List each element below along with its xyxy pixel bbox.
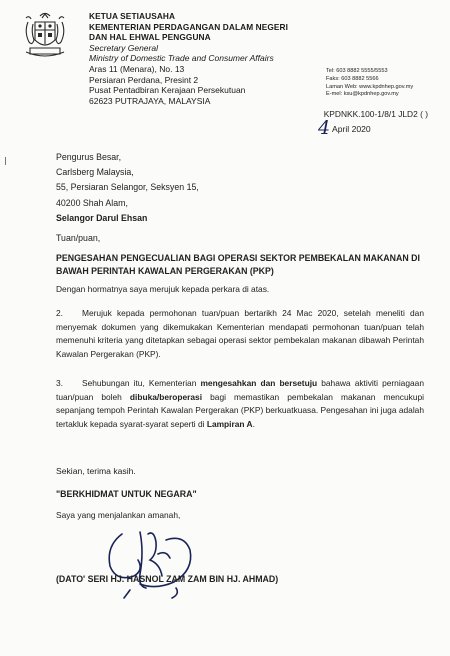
paragraph-1: Dengan hormatnya saya merujuk kepada perkara di atas.: [56, 284, 270, 294]
malaysia-coat-of-arms-icon: [20, 10, 70, 62]
contact-email: E-mel: ksu@kpdnhep.gov.my: [326, 91, 399, 98]
paragraph-3-text-c: bahawa aktiviti perniagaan tuan/puan boleh: [56, 378, 424, 402]
header-line-7: Persiaran Perdana, Presint 2: [89, 74, 199, 85]
paragraph-3-text-g: .: [252, 418, 255, 429]
header-line-8: Pusat Pentadbiran Kerajaan Persekutuan: [89, 85, 246, 96]
paragraph-3-text-e: bagi memastikan pembekalan makanan mencukupi sepanjang tempoh Perintah Kawalan Pergerakan (PKP) berkuatkuasa. Pengesahan ini juga adalah tertakluk kepada syarat-syarat seperti di: [56, 391, 424, 429]
paragraph-3-text-a: Sehubungan itu, Kementerian: [82, 378, 201, 388]
recipient-line-5: Selangor Darul Ehsan: [56, 212, 148, 223]
header-line-5: Ministry of Domestic Trade and Consumer Affairs: [89, 53, 274, 64]
header-line-9: 62623 PUTRAJAYA, MALAYSIA: [89, 95, 211, 106]
paragraph-3-bold-a: mengesahkan dan bersetuju: [200, 378, 318, 388]
date-month-year: April 2020: [332, 124, 371, 134]
recipient-line-2: Carlsberg Malaysia,: [56, 167, 134, 178]
recipient-line-4: 40200 Shah Alam,: [56, 197, 128, 208]
contact-fax: Faks: 603 8882 5566: [326, 75, 379, 82]
paragraph-3-attachment: Lampiran A: [206, 418, 253, 429]
closing-amanah: Saya yang menjalankan amanah,: [56, 510, 181, 520]
header-line-3: DAN HAL EHWAL PENGGUNA: [89, 32, 211, 43]
header-line-6: Aras 11 (Menara), No. 13: [89, 63, 185, 74]
paragraph-2-number: 2.: [56, 308, 63, 318]
recipient-address: [56, 150, 199, 226]
header-line-4: Secretary General: [89, 42, 158, 53]
reference-number: KPDNKK.100-1/8/1 JLD2 ( ): [323, 109, 428, 119]
closing-thanks: Sekian, terima kasih.: [56, 466, 136, 476]
paragraph-3-bold-b: dibuka/beroperasi: [129, 391, 203, 402]
paragraph-2: [56, 307, 424, 361]
paragraph-3-number: 3.: [56, 378, 63, 388]
signatory-name: (DATO' SERI HJ. HASNOL ZAM ZAM BIN HJ. AHMAD): [56, 574, 279, 584]
closing-motto: "BERKHIDMAT UNTUK NEGARA": [56, 489, 197, 499]
margin-mark: [5, 157, 6, 165]
salutation: Tuan/puan,: [56, 233, 101, 243]
header-line-1: KETUA SETIAUSAHA: [89, 11, 176, 21]
handwritten-day: 4: [318, 117, 331, 139]
handwritten-signature: [100, 520, 210, 600]
paragraph-3: [56, 377, 424, 431]
recipient-line-3: 55, Persiaran Selangor, Seksyen 15,: [56, 182, 199, 193]
contact-web: Laman Web: www.kpdnhep.gov.my: [326, 83, 414, 90]
contact-block: [326, 68, 413, 99]
paragraph-2-text: Merujuk kepada permohonan tuan/puan bertarikh 24 Mac 2020, setelah meneliti dan menyemak dokumen yang dikemukakan Kementerian mendapati permohonan tuan/puan telah memenuhi kriteria yang ditetapkan sebagai operasi sektor pembekalan makanan dibawah Perintah Kawalan Pergerakan (PKP).: [56, 308, 424, 359]
contact-tel: Tel: 603 8882 5555/5553: [326, 68, 388, 74]
ministry-header: [89, 11, 309, 106]
letter-subject: PENGESAHAN PENGECUALIAN BAGI OPERASI SEKTOR PEMBEKALAN MAKANAN DI BAWAH PERINTAH KAWALAN PERGERAKAN (PKP): [56, 253, 420, 276]
recipient-line-1: Pengurus Besar,: [56, 152, 122, 162]
header-line-2: KEMENTERIAN PERDAGANGAN DALAM NEGERI: [89, 21, 289, 32]
